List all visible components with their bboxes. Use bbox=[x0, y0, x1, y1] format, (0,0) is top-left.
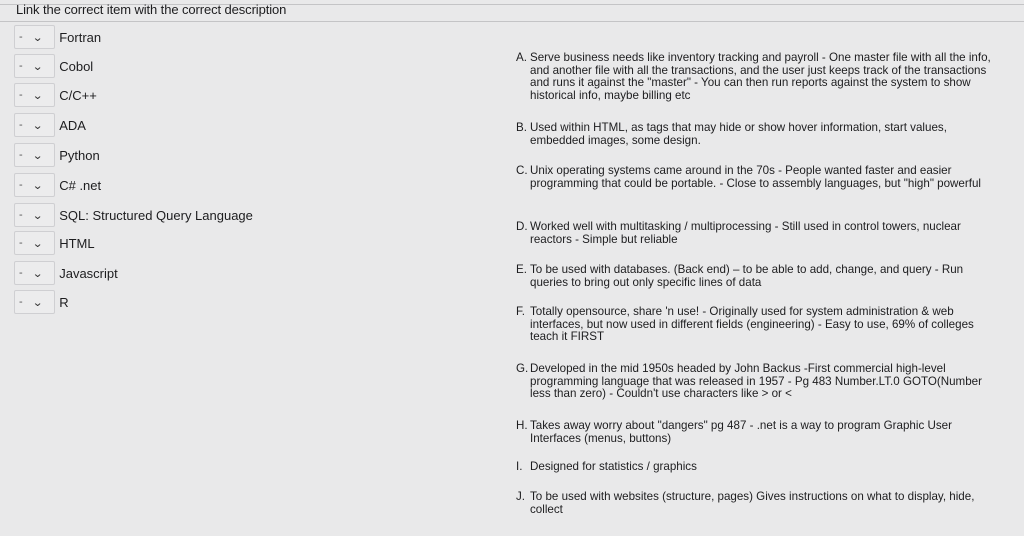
dropdown-selected-value: - bbox=[19, 31, 23, 43]
chevron-down-icon: ⌄ bbox=[32, 119, 44, 132]
term-label: R bbox=[59, 294, 69, 310]
description-letter: H. bbox=[516, 419, 528, 432]
chevron-down-icon: ⌄ bbox=[32, 60, 44, 73]
description-letter: J. bbox=[516, 490, 526, 503]
description-item bbox=[516, 122, 1002, 147]
question-title: Link the correct item with the correct description bbox=[16, 2, 287, 17]
match-dropdown[interactable] bbox=[14, 83, 55, 107]
description-letter: F. bbox=[516, 305, 526, 318]
match-dropdown[interactable] bbox=[14, 143, 55, 167]
description-item bbox=[516, 306, 1002, 344]
term-label: HTML bbox=[59, 235, 95, 251]
match-dropdown[interactable] bbox=[14, 261, 55, 285]
term-row-javascript bbox=[14, 260, 118, 286]
chevron-down-icon: ⌄ bbox=[32, 89, 44, 102]
match-dropdown[interactable] bbox=[14, 25, 55, 49]
description-text: To be used with websites (structure, pages) Gives instructions on what to display, hide, collect bbox=[530, 490, 975, 516]
chevron-down-icon: ⌄ bbox=[32, 237, 44, 250]
description-letter: B. bbox=[516, 121, 527, 134]
match-dropdown[interactable] bbox=[14, 113, 55, 137]
description-text: Worked well with multitasking / multiprocessing - Still used in control towers, nuclear reactors - Simple but reliable bbox=[530, 220, 961, 246]
term-row-python bbox=[14, 142, 100, 168]
term-label: ADA bbox=[59, 117, 86, 133]
description-letter: G. bbox=[516, 362, 529, 375]
dropdown-selected-value: - bbox=[19, 209, 23, 221]
chevron-down-icon: ⌄ bbox=[32, 209, 44, 222]
dropdown-selected-value: - bbox=[19, 149, 23, 161]
description-letter: C. bbox=[516, 164, 528, 177]
dropdown-selected-value: - bbox=[19, 267, 23, 279]
description-letter: A. bbox=[516, 51, 527, 64]
chevron-down-icon: ⌄ bbox=[32, 267, 44, 280]
dropdown-selected-value: - bbox=[19, 60, 23, 72]
match-dropdown[interactable] bbox=[14, 231, 55, 255]
dropdown-selected-value: - bbox=[19, 89, 23, 101]
chevron-down-icon: ⌄ bbox=[32, 179, 44, 192]
term-row-cobol bbox=[14, 53, 93, 79]
description-item bbox=[516, 221, 1002, 246]
term-row-csharp-net bbox=[14, 172, 101, 198]
description-item bbox=[516, 461, 1002, 474]
dropdown-selected-value: - bbox=[19, 179, 23, 191]
description-item bbox=[516, 420, 1002, 445]
term-label: SQL: Structured Query Language bbox=[59, 207, 253, 223]
match-dropdown[interactable] bbox=[14, 173, 55, 197]
description-text: To be used with databases. (Back end) – to be able to add, change, and query - Run queries to bring out only specific lines of data bbox=[530, 263, 964, 289]
dropdown-selected-value: - bbox=[19, 296, 23, 308]
match-dropdown[interactable] bbox=[14, 203, 55, 227]
dropdown-selected-value: - bbox=[19, 237, 23, 249]
match-dropdown[interactable] bbox=[14, 290, 55, 314]
term-label: C# .net bbox=[59, 177, 102, 193]
description-item bbox=[516, 165, 1002, 190]
term-row-sql bbox=[14, 202, 253, 228]
chevron-down-icon: ⌄ bbox=[32, 149, 44, 162]
description-letter: E. bbox=[516, 263, 527, 276]
term-label: Javascript bbox=[59, 265, 118, 281]
description-item bbox=[516, 52, 1002, 102]
description-letter: I. bbox=[516, 460, 523, 473]
term-label: Cobol bbox=[59, 58, 94, 74]
description-text: Developed in the mid 1950s headed by John Backus -First commercial high-level programming language that was released in 1957 - Pg 483 Number.LT.0 GOTO(Number less than zero) - Couldn't use characters like > or < bbox=[530, 362, 982, 400]
description-item bbox=[516, 491, 1002, 516]
description-item bbox=[516, 264, 1002, 289]
description-text: Takes away worry about "dangers" pg 487 - .net is a way to program Graphic User Interfaces (menus, buttons) bbox=[530, 419, 952, 445]
term-label: C/C++ bbox=[59, 87, 97, 103]
description-text: Designed for statistics / graphics bbox=[530, 460, 697, 473]
chevron-down-icon: ⌄ bbox=[32, 296, 44, 309]
term-row-fortran bbox=[14, 24, 101, 50]
term-label: Fortran bbox=[59, 29, 102, 45]
term-row-ada bbox=[14, 112, 86, 138]
match-dropdown[interactable] bbox=[14, 54, 55, 78]
term-row-r bbox=[14, 289, 69, 315]
description-letter: D. bbox=[516, 220, 528, 233]
description-text: Unix operating systems came around in the 70s - People wanted faster and easier programming that could be portable. - Close to assembly languages, but "high" powerful bbox=[530, 164, 981, 190]
term-row-c-cpp bbox=[14, 82, 97, 108]
description-item bbox=[516, 363, 1002, 401]
dropdown-selected-value: - bbox=[19, 119, 23, 131]
term-row-html bbox=[14, 230, 95, 256]
description-text: Totally opensource, share 'n use! - Originally used for system administration & web interfaces, but now used in different fields (engineering) - Easy to use, 69% of colleges teach it FIRST bbox=[530, 305, 974, 343]
description-text: Used within HTML, as tags that may hide or show hover information, start values, embedded images, some design. bbox=[530, 121, 947, 147]
description-text: Serve business needs like inventory tracking and payroll - One master file with all the info, and another file with all the transactions, and the user just keeps track of the transactions and runs it against the "master" - You can then run reports against the system to show historical info, maybe billing etc bbox=[530, 51, 991, 102]
term-label: Python bbox=[59, 147, 100, 163]
chevron-down-icon: ⌄ bbox=[32, 31, 44, 44]
